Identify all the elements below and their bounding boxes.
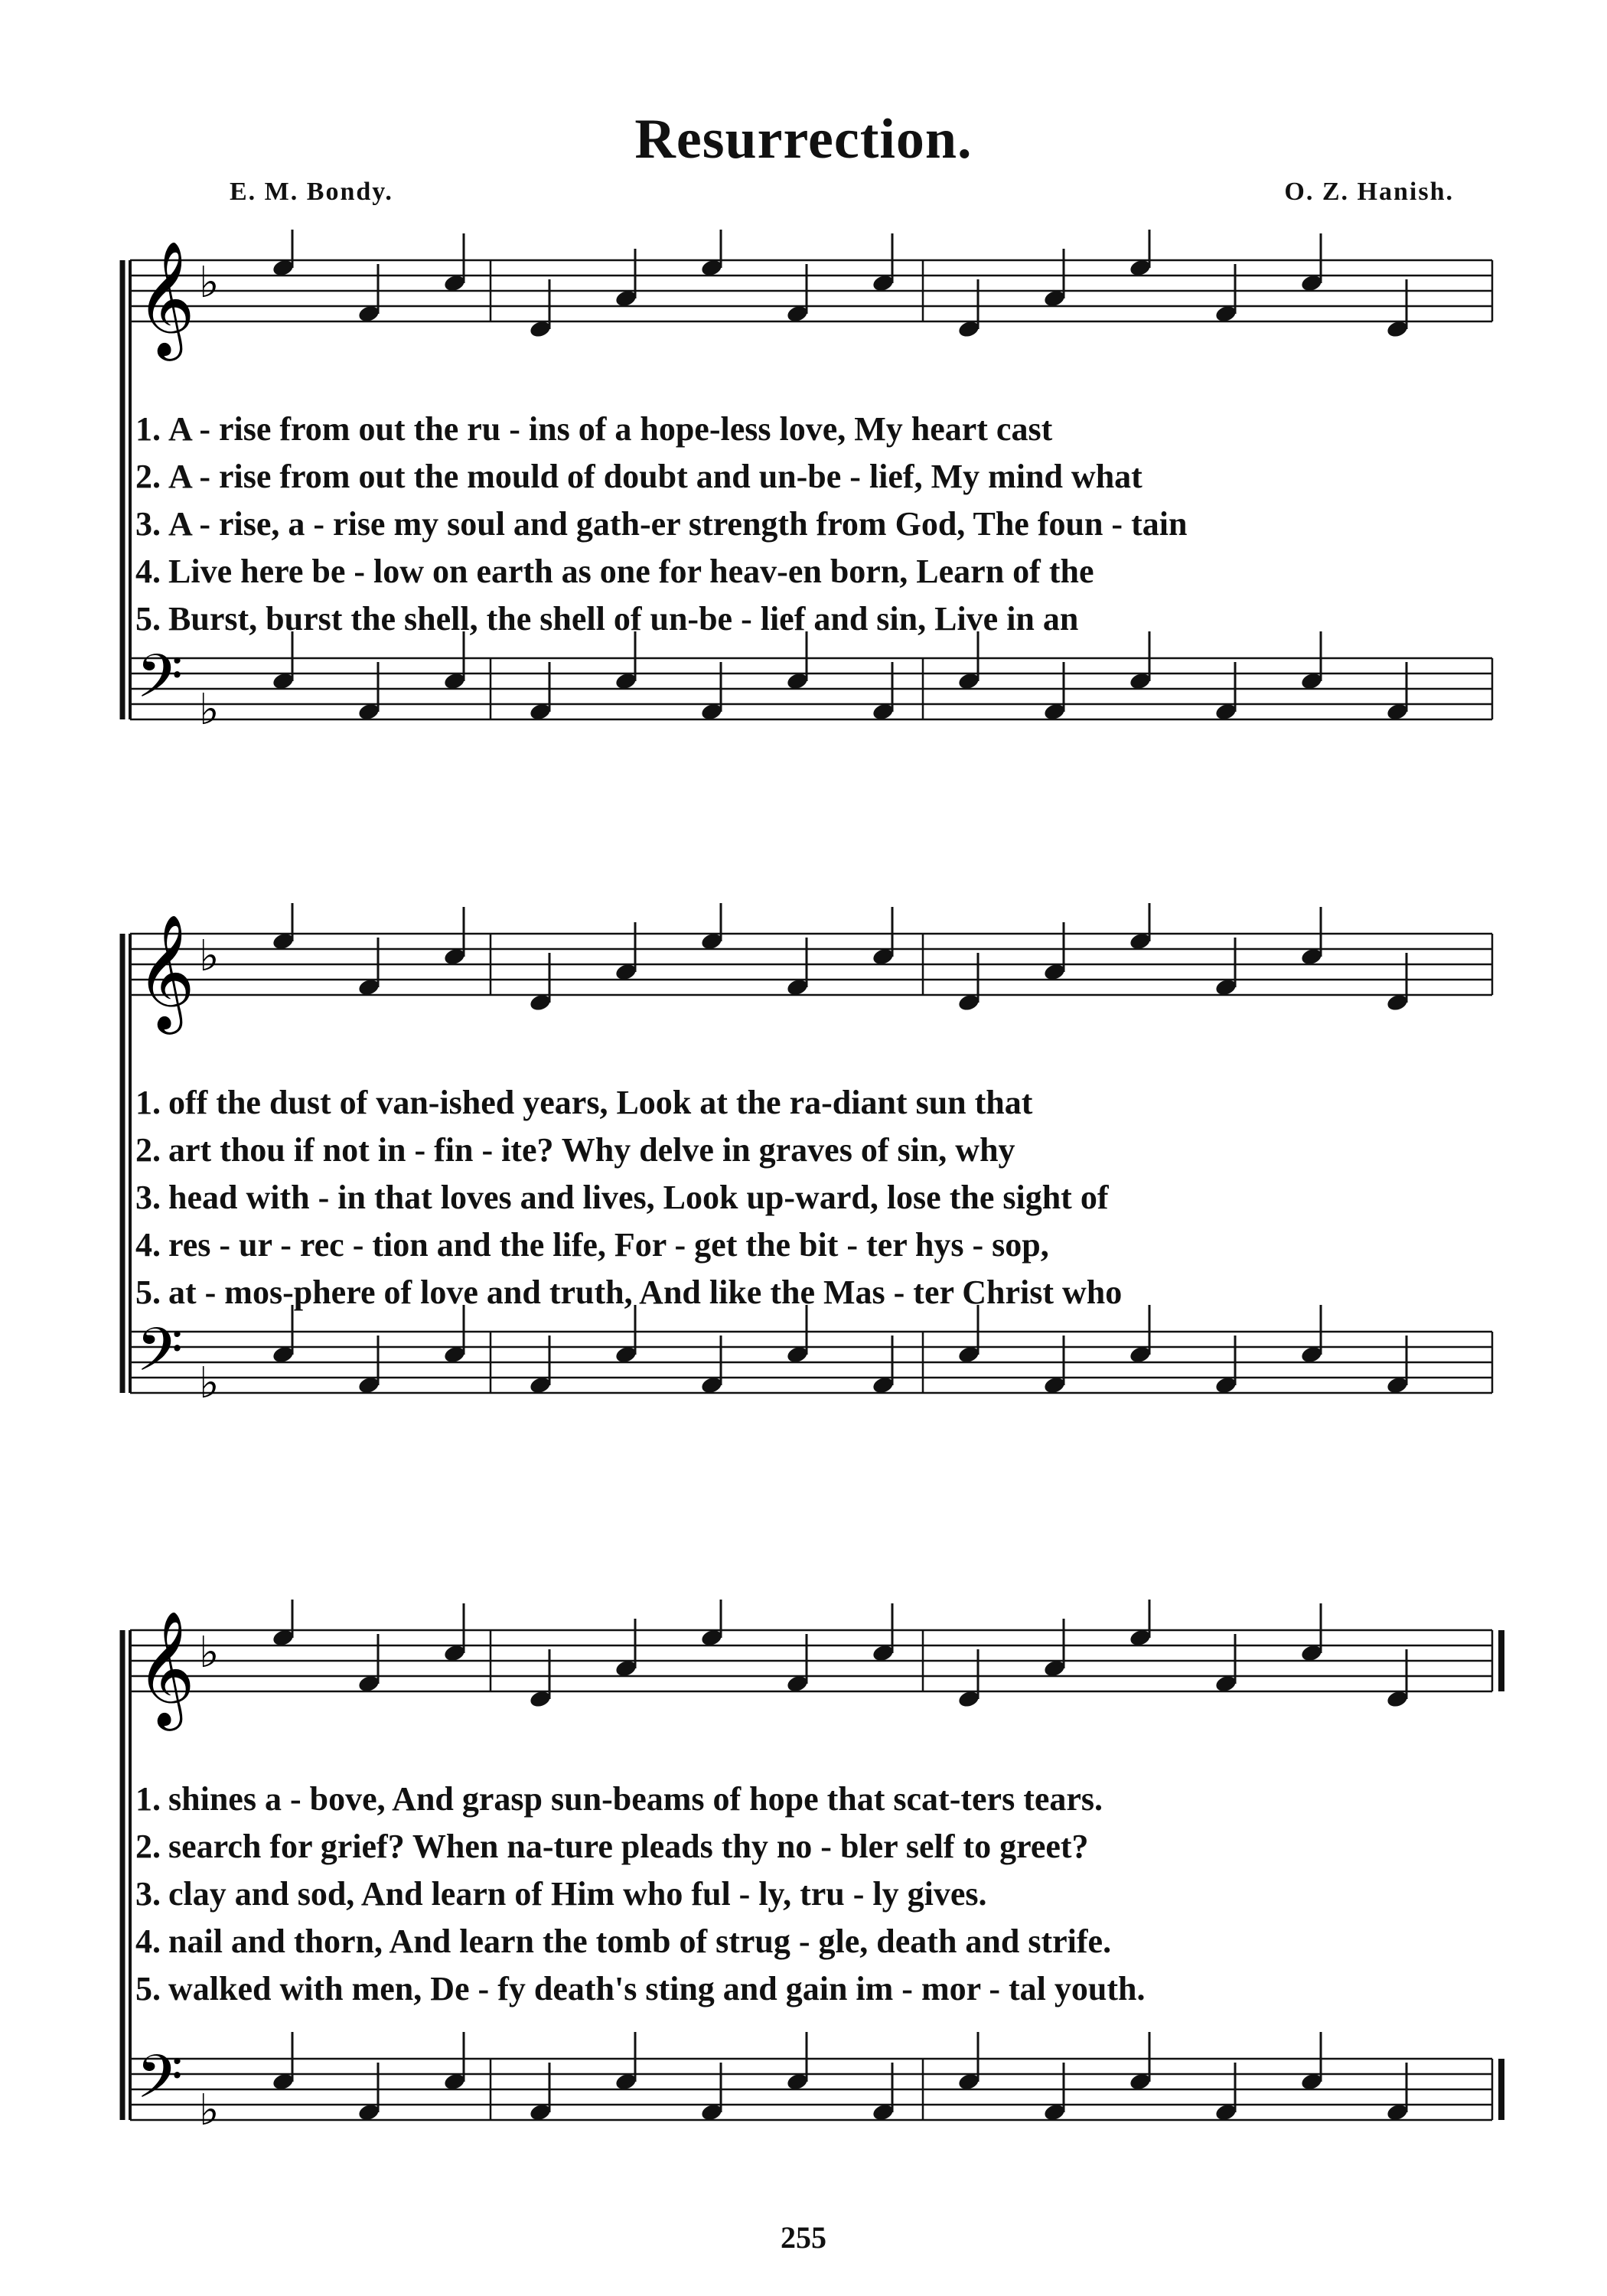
verse-lyrics: A - rise, a - rise my soul and gath-er strength from God, The foun - tain bbox=[168, 505, 1188, 543]
verse-line-5 bbox=[115, 595, 1508, 643]
verse-lyrics: at - mos-phere of love and truth, And like the Mas - ter Christ who bbox=[168, 1274, 1123, 1311]
verse-number: 4. bbox=[135, 1923, 161, 1960]
verse-line-2 bbox=[115, 453, 1508, 501]
verse-number: 5. bbox=[135, 1970, 161, 2007]
composer-credit: O. Z. Hanish. bbox=[1284, 178, 1454, 206]
verse-lyrics: clay and sod, And learn of Him who ful - ly, tru - ly gives. bbox=[168, 1875, 987, 1913]
verse-number: 1. bbox=[135, 1084, 161, 1121]
verse-lyrics: nail and thorn, And learn the tomb of strug - gle, death and strife. bbox=[168, 1923, 1112, 1960]
verse-block bbox=[115, 406, 1508, 643]
verse-line-4 bbox=[115, 548, 1508, 595]
music-system-2 bbox=[115, 903, 1508, 1439]
verse-lyrics: off the dust of van-ished years, Look at the ra-diant sun that bbox=[168, 1084, 1033, 1121]
verse-lyrics: A - rise from out the mould of doubt and un-be - lief, My mind what bbox=[168, 458, 1143, 495]
bass-clef-icon: 𝄢 bbox=[136, 642, 184, 726]
verse-line-5 bbox=[115, 1965, 1508, 2013]
verse-number: 3. bbox=[135, 1179, 161, 1216]
key-signature-flat-icon: ♭ bbox=[199, 685, 220, 735]
page-number: 255 bbox=[781, 2220, 826, 2255]
key-signature-flat-icon: ♭ bbox=[199, 1628, 220, 1678]
verse-block bbox=[115, 1776, 1508, 2013]
key-signature-flat-icon: ♭ bbox=[199, 2086, 220, 2135]
music-system-1 bbox=[115, 230, 1508, 765]
treble-clef-icon: 𝄞 bbox=[136, 240, 195, 356]
verse-number: 2. bbox=[135, 1131, 161, 1169]
verse-number: 1. bbox=[135, 1780, 161, 1818]
verse-number: 4. bbox=[135, 1226, 161, 1264]
verse-number: 3. bbox=[135, 505, 161, 543]
verse-line-4 bbox=[115, 1918, 1508, 1965]
verse-line-2 bbox=[115, 1127, 1508, 1174]
verse-block bbox=[115, 1079, 1508, 1316]
verse-lyrics: walked with men, De - fy death's sting and gain im - mor - tal youth. bbox=[168, 1970, 1146, 2007]
treble-clef-icon: 𝄞 bbox=[136, 913, 195, 1029]
verse-line-5 bbox=[115, 1269, 1508, 1316]
verse-number: 4. bbox=[135, 553, 161, 590]
key-signature-flat-icon: ♭ bbox=[199, 931, 220, 981]
verse-line-1 bbox=[115, 1776, 1508, 1823]
verse-number: 5. bbox=[135, 600, 161, 638]
verse-line-3 bbox=[115, 1870, 1508, 1918]
verse-line-4 bbox=[115, 1221, 1508, 1269]
verse-number: 3. bbox=[135, 1875, 161, 1913]
verse-number: 2. bbox=[135, 458, 161, 495]
bass-clef-icon: 𝄢 bbox=[136, 2043, 184, 2127]
treble-clef-icon: 𝄞 bbox=[136, 1609, 195, 1726]
verse-lyrics: shines a - bove, And grasp sun-beams of hope that scat-ters tears. bbox=[168, 1780, 1103, 1818]
hymn-title: Resurrection. bbox=[634, 108, 973, 171]
verse-lyrics: res - ur - rec - tion and the life, For - get the bit - ter hys - sop, bbox=[168, 1226, 1049, 1264]
verse-lyrics: Live here be - low on earth as one for heav-en born, Learn of the bbox=[168, 553, 1094, 590]
key-signature-flat-icon: ♭ bbox=[199, 1358, 220, 1408]
verse-lyrics: head with - in that loves and lives, Look up-ward, lose the sight of bbox=[168, 1179, 1109, 1216]
verse-number: 5. bbox=[135, 1274, 161, 1311]
music-system-3 bbox=[115, 1600, 1508, 2166]
verse-line-1 bbox=[115, 1079, 1508, 1127]
verse-line-3 bbox=[115, 1174, 1508, 1221]
bass-clef-icon: 𝄢 bbox=[136, 1316, 184, 1400]
verse-lyrics: Burst, burst the shell, the shell of un-be - lief and sin, Live in an bbox=[168, 600, 1079, 638]
verse-lyrics: search for grief? When na-ture pleads thy no - bler self to greet? bbox=[168, 1828, 1089, 1865]
verse-line-1 bbox=[115, 406, 1508, 453]
verse-number: 2. bbox=[135, 1828, 161, 1865]
verse-line-3 bbox=[115, 501, 1508, 548]
verse-number: 1. bbox=[135, 410, 161, 448]
key-signature-flat-icon: ♭ bbox=[199, 258, 220, 308]
verse-lyrics: A - rise from out the ru - ins of a hope-less love, My heart cast bbox=[168, 410, 1053, 448]
verse-lyrics: art thou if not in - fin - ite? Why delve in graves of sin, why bbox=[168, 1131, 1015, 1169]
lyricist-credit: E. M. Bondy. bbox=[230, 178, 393, 206]
verse-line-2 bbox=[115, 1823, 1508, 1870]
